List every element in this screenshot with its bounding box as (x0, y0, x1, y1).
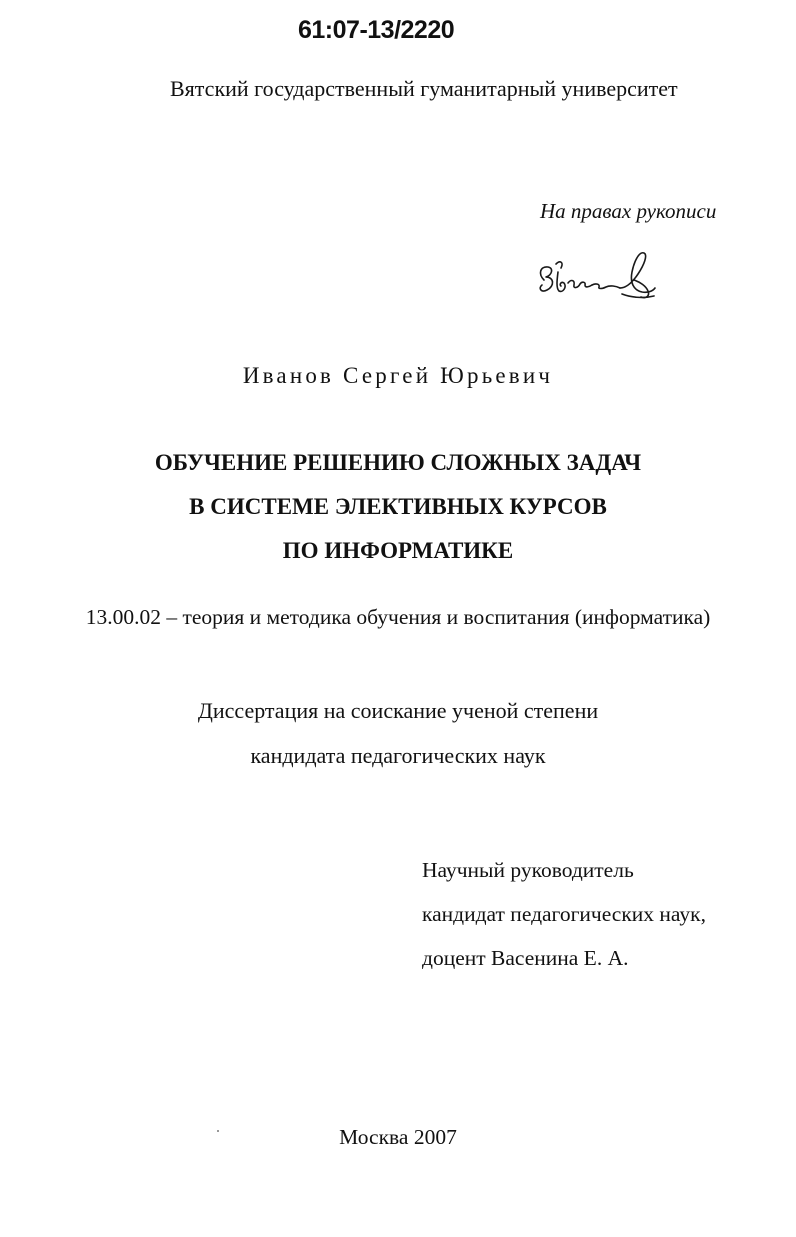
university-name: Вятский государственный гуманитарный университет (170, 76, 678, 101)
supervisor-line: Научный руководитель (422, 858, 634, 882)
city-year: Москва 2007 (339, 1125, 457, 1149)
degree-statement (0, 688, 796, 778)
specialty-code: 13.00.02 – теория и методика обучения и воспитания (информатика) (85, 605, 711, 629)
degree-line: Диссертация на соискание ученой степени (197, 698, 599, 723)
author-name: Иванов Сергей Юрьевич (242, 363, 554, 388)
title-line: ОБУЧЕНИЕ РЕШЕНИЮ СЛОЖНЫХ ЗАДАЧ (154, 450, 642, 475)
rights-note: На правах рукописи (540, 199, 717, 223)
title-line: В СИСТЕМЕ ЭЛЕКТИВНЫХ КУРСОВ (189, 494, 607, 519)
degree-line: кандидата педагогических наук (250, 743, 546, 768)
supervisor-line: кандидат педагогических наук, (422, 902, 706, 926)
supervisor-line: доцент Васенина Е. А. (422, 946, 629, 970)
archive-stamp-number: 61:07-13/2220 (298, 16, 455, 44)
dissertation-title (0, 441, 796, 573)
scientific-supervisor (422, 848, 706, 980)
author-signature (534, 250, 660, 308)
title-line: ПО ИНФОРМАТИКЕ (282, 538, 514, 563)
